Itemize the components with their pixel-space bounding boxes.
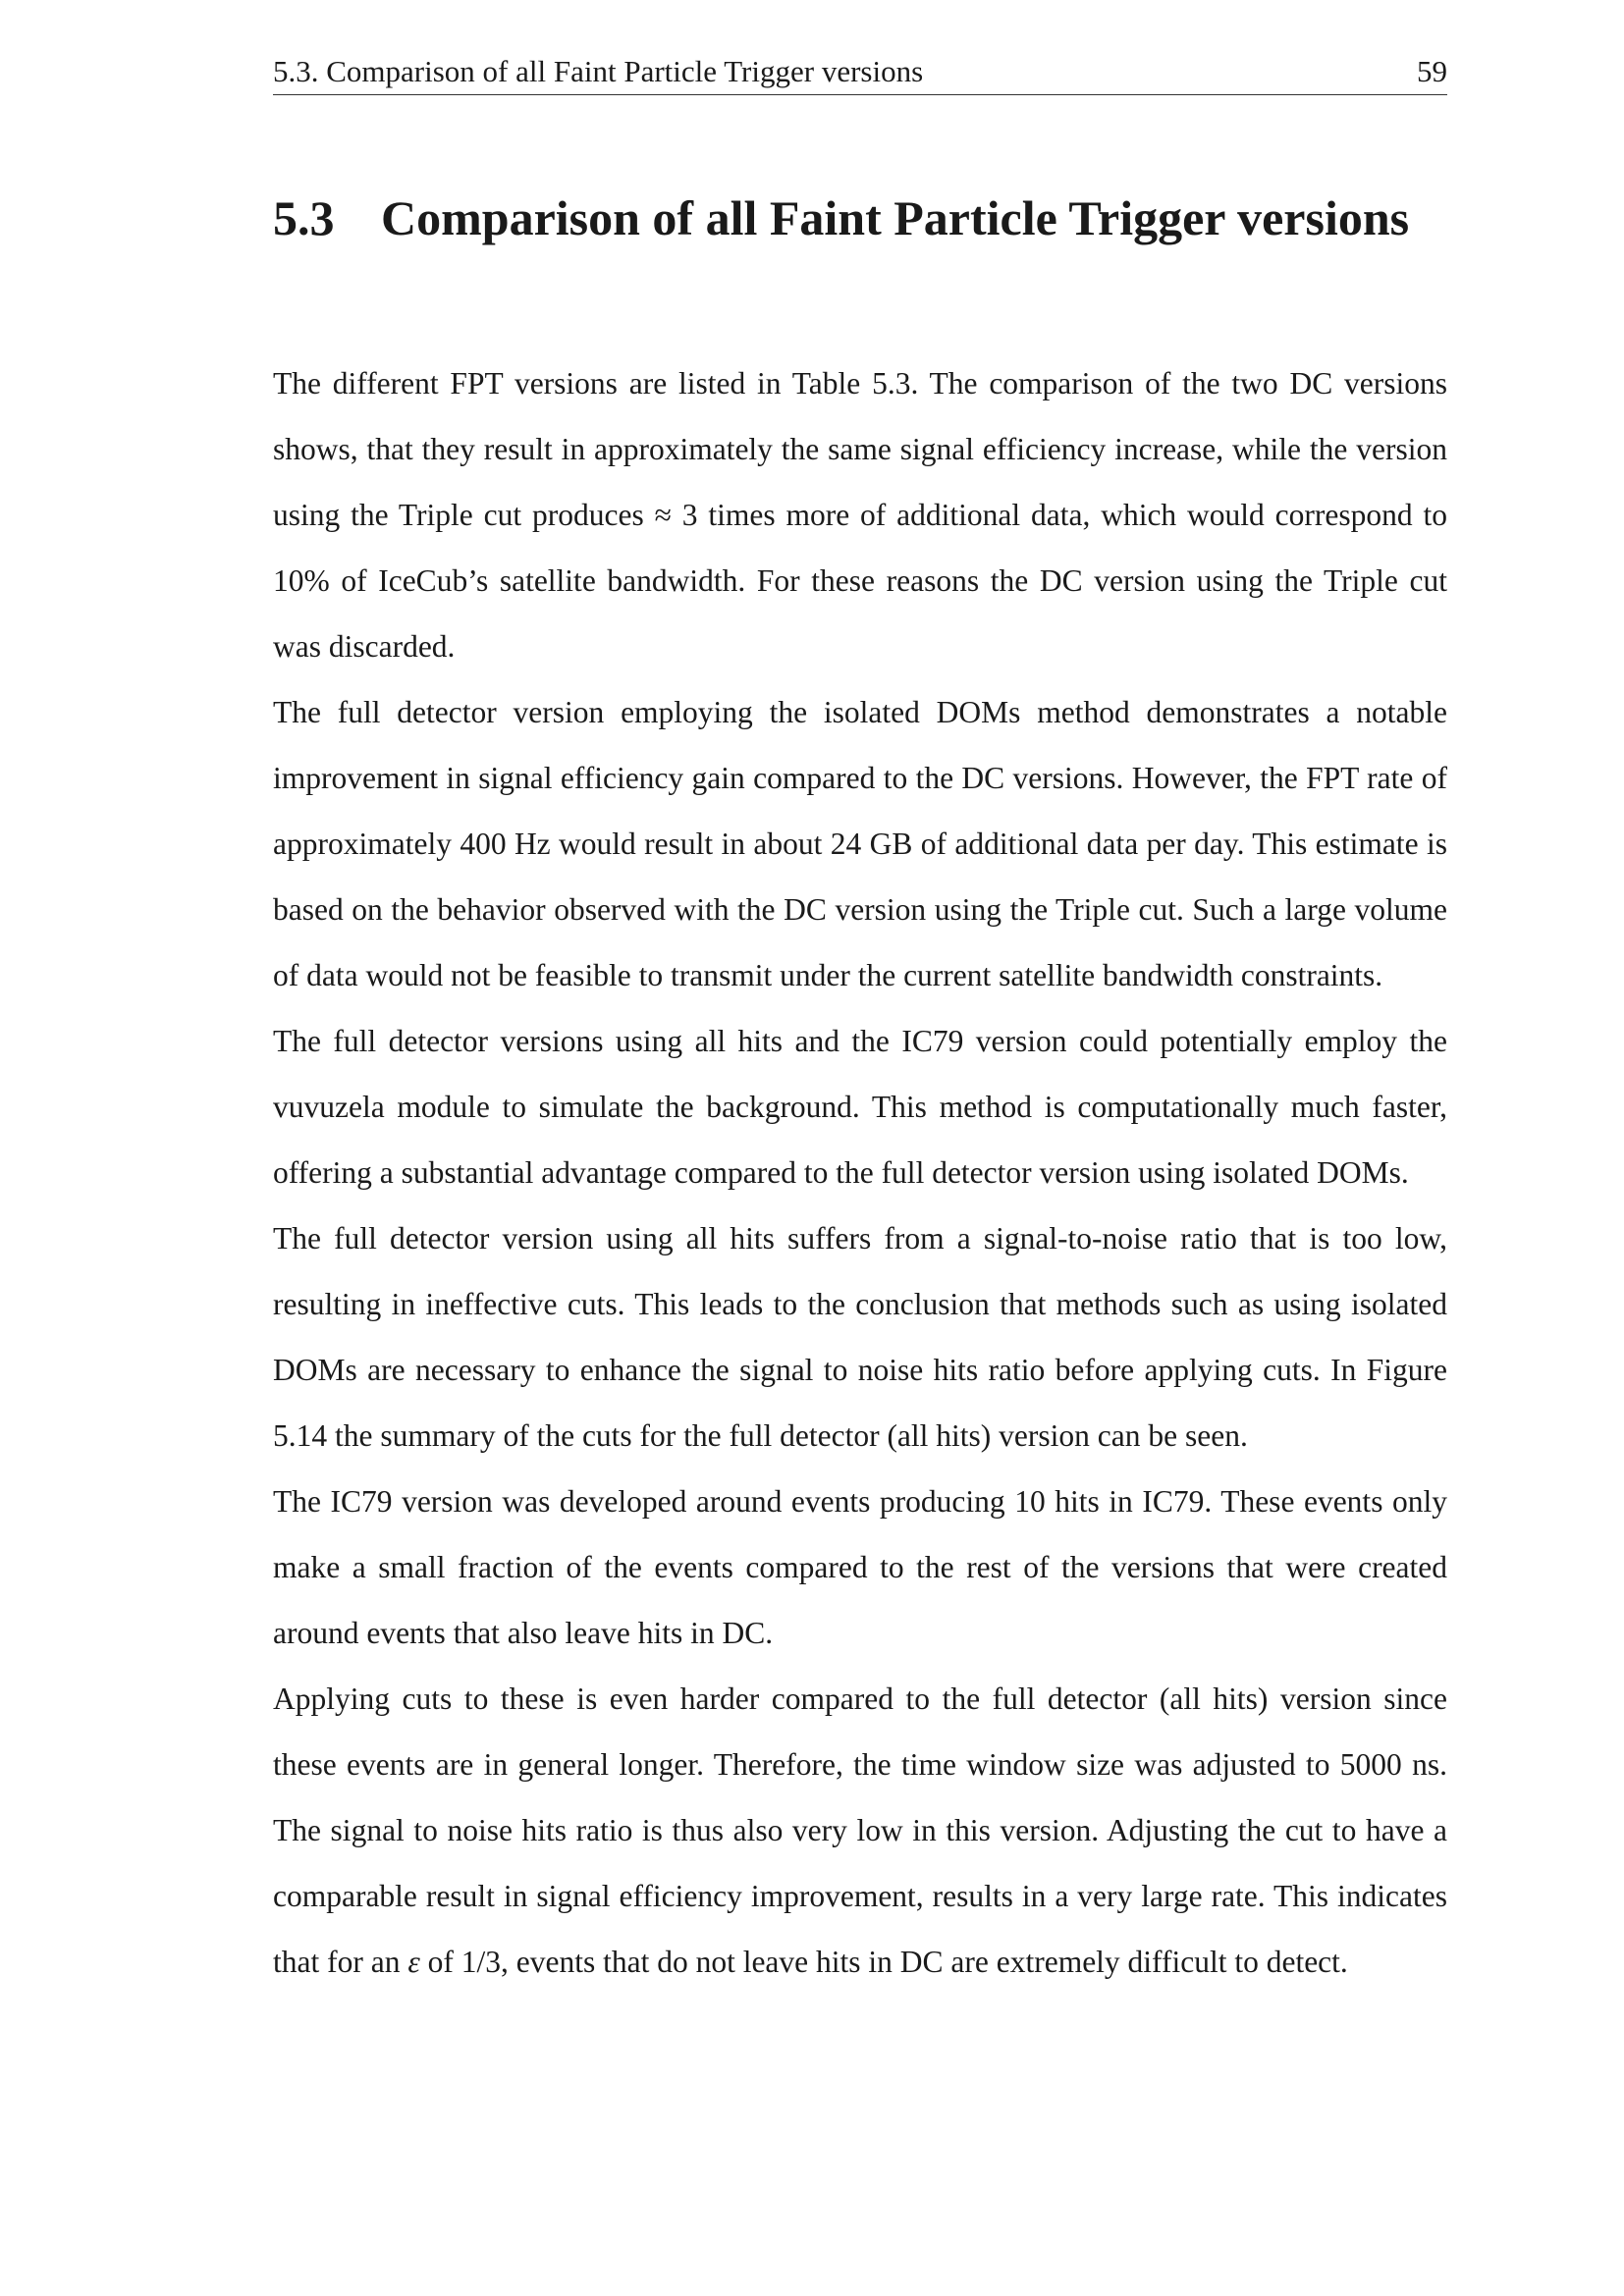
paragraph-2: The full detector version employing the isolated DOMs method demonstrates a notable improvement in signal efficiency gain compared to the DC versions. However, the FPT rate of approximately 400 Hz would result in about 24 GB of additional data per day. This estimate is based on the behavior observed with the DC version using the Triple cut. Such a large volume of data would not be feasible to transmit under the current satellite bandwidth constraints. [273, 695, 1447, 992]
paragraph-5: The IC79 version was developed around events producing 10 hits in IC79. These events only make a small fraction of the events compared to the rest of the versions that were created around events that also leave hits in DC. [273, 1484, 1447, 1650]
paragraph-6-text-before: Applying cuts to these is even harder compared to the full detector (all hits) version since these events are in general longer. Therefore, the time window size was adjusted to 5000 ns. The signal to noise hits ratio is thus also very low in this version. Adjusting the cut to have a comparable result in signal efficiency improvement, results in a very large rate. This indicates that for an [273, 1682, 1447, 1979]
body-text [273, 350, 1447, 1995]
running-header-title: 5.3. Comparison of all Faint Particle Trigger versions [273, 54, 924, 88]
paragraph-1: The different FPT versions are listed in Table 5.3. The comparison of the two DC versions shows, that they result in approximately the same signal efficiency increase, while the version using the Triple cut produces ≈ 3 times more of additional data, which would correspond to 10% of IceCub’s satellite bandwidth. For these reasons the DC version using the Triple cut was discarded. [273, 366, 1447, 664]
section-title: Comparison of all Faint Particle Trigger versions [381, 190, 1410, 245]
paragraph-4: The full detector version using all hits suffers from a signal-to-noise ratio that is too low, resulting in ineffective cuts. This leads to the conclusion that methods such as using isolated DOMs are necessary to enhance the signal to noise hits ratio before applying cuts. In Figure 5.14 the summary of the cuts for the full detector (all hits) version can be seen. [273, 1221, 1447, 1453]
section-number: 5.3 [273, 190, 335, 245]
paragraph-3: The full detector versions using all hits and the IC79 version could potentially employ the vuvuzela module to simulate the background. This method is computationally much faster, offering a substantial advantage compared to the full detector version using isolated DOMs. [273, 1024, 1447, 1190]
running-header [273, 49, 1447, 95]
page-number: 59 [1417, 54, 1447, 88]
epsilon-symbol: ε [407, 1945, 420, 1979]
paragraph-6-text-after: of 1/3, events that do not leave hits in DC are extremely difficult to detect. [419, 1945, 1348, 1979]
section-heading [273, 187, 1447, 249]
paragraph-6 [273, 1666, 1447, 1995]
